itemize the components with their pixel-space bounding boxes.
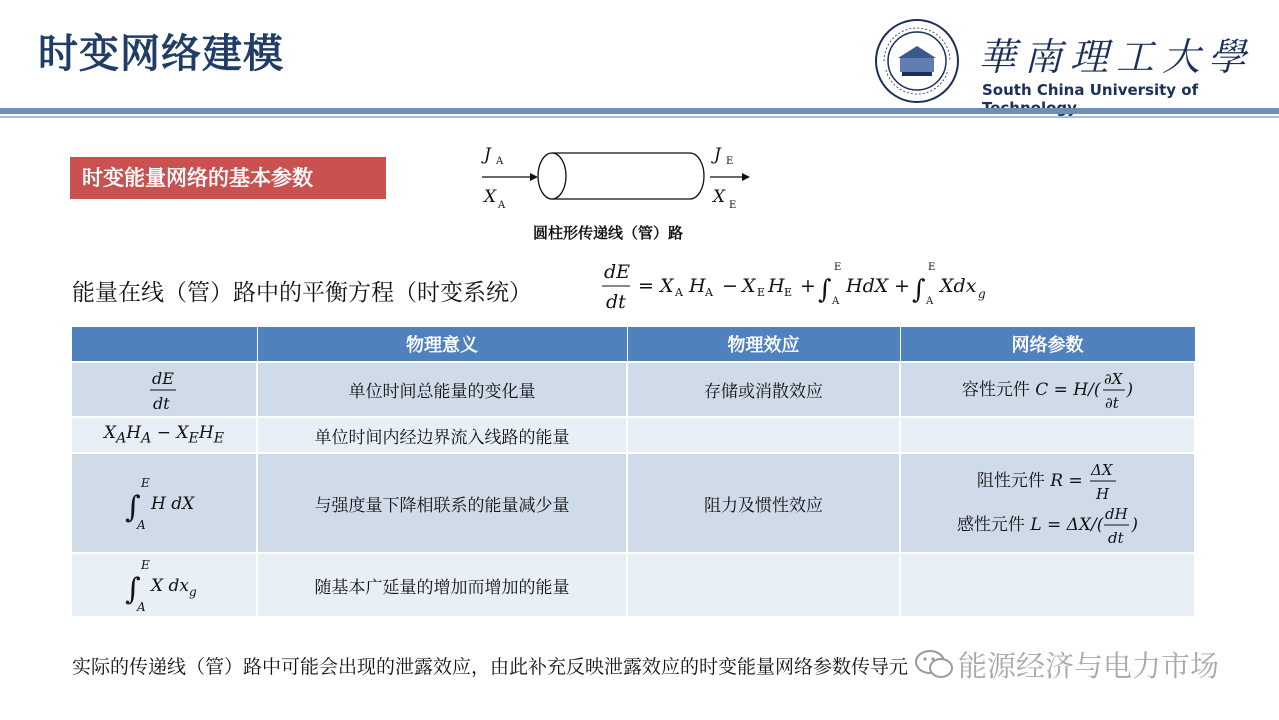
row-formula (71, 362, 257, 417)
svg-text:=: = (638, 275, 654, 297)
header-divider-thin (0, 116, 1279, 118)
svg-text:+: + (800, 275, 816, 297)
svg-text:HdX: HdX (846, 275, 889, 297)
svg-text:dE: dE (152, 368, 174, 388)
university-name-english: South China University of (982, 81, 1199, 99)
footer-note: 实际的传递线（管）路中可能会出现的泄露效应，由此补充反映泄露效应的时变能量网络参数传导元 (72, 656, 909, 678)
equation-label: 能量在线（管）路中的平衡方程（时变系统） (72, 280, 532, 306)
svg-text:g: g (978, 287, 986, 301)
svg-text:g: g (189, 585, 197, 599)
header-parameter: 网络参数 (900, 327, 1195, 363)
svg-text:X: X (742, 275, 756, 297)
watermark: 能源经济与电力市场 (958, 649, 1220, 683)
page-title: 时变网络建模 (38, 31, 284, 77)
svg-text:∂t: ∂t (1104, 393, 1119, 412)
row-effect: 阻力及惯性效应 (627, 453, 900, 553)
svg-text:E: E (834, 262, 842, 273)
svg-text:dt: dt (153, 393, 170, 413)
header-effect: 物理效应 (627, 327, 900, 363)
row-effect (627, 553, 900, 617)
svg-text:E: E (729, 200, 737, 211)
svg-text:A: A (705, 286, 713, 299)
svg-text:−: − (722, 275, 738, 297)
row-effect: 存储或消散效应 (627, 362, 900, 417)
svg-text:∂X: ∂X (1103, 369, 1122, 388)
row-meaning: 与强度量下降相联系的能量减少量 (257, 453, 627, 553)
svg-text:∫: ∫ (818, 275, 832, 305)
svg-text:H: H (1096, 485, 1110, 503)
university-name-chinese: 華南理工大學 (978, 35, 1255, 79)
header-meaning: 物理意义 (257, 327, 627, 363)
parameter-table (70, 326, 1196, 618)
row-effect (627, 417, 900, 453)
svg-text:E: E (141, 476, 150, 490)
row-formula (71, 553, 257, 617)
row-formula: $X_AH_A - X_EH_E$ (71, 417, 257, 453)
balance-equation (598, 258, 1028, 318)
svg-text:E: E (141, 558, 150, 572)
row-parameter (900, 553, 1195, 617)
row-meaning: 单位时间内经边界流入线路的能量 (257, 417, 627, 453)
svg-text:X dx: X dx (151, 576, 189, 596)
row-formula (71, 453, 257, 553)
diagram-caption: 圆柱形传递线（管）路 (533, 224, 684, 242)
svg-text:Xdx: Xdx (940, 275, 977, 297)
svg-text:dH: dH (1105, 505, 1129, 523)
pipe-diagram (470, 140, 770, 220)
table-row (71, 362, 1195, 417)
svg-text:dt: dt (1108, 529, 1125, 547)
svg-text:A: A (137, 600, 146, 614)
svg-text:∫: ∫ (912, 275, 926, 305)
svg-text:A: A (137, 518, 146, 532)
row-meaning: 随基本广延量的增加而增加的能量 (257, 553, 627, 617)
svg-text:dt: dt (606, 291, 626, 313)
svg-text:E: E (757, 286, 766, 299)
header-formula (71, 327, 257, 363)
svg-text:H: H (768, 275, 785, 297)
svg-text:∫: ∫ (125, 490, 141, 525)
input-flow-label: J (484, 145, 491, 165)
svg-text:A: A (926, 296, 934, 307)
svg-text:H dX: H dX (151, 494, 195, 514)
svg-text:∫: ∫ (125, 572, 141, 607)
section-label: 时变能量网络的基本参数 (70, 157, 386, 199)
svg-text:E: E (726, 156, 734, 167)
row-parameter: 阻性元件 R = ΔX H 感性元件 L = ΔX/( dH dt ) (900, 453, 1195, 553)
output-potential-label: X (713, 187, 726, 207)
svg-text:dE: dE (604, 261, 631, 283)
input-potential-label: X (484, 187, 497, 207)
svg-text:X: X (660, 275, 674, 297)
row-meaning: 单位时间总能量的变化量 (257, 362, 627, 417)
table-header-row (71, 327, 1195, 363)
row-parameter: 容性元件 C = H/( ∂X ∂t ) (900, 362, 1195, 417)
header-divider (0, 108, 1279, 114)
wechat-icon (914, 648, 954, 680)
svg-text:E: E (928, 262, 936, 273)
svg-text:ΔX: ΔX (1091, 461, 1113, 479)
svg-text:E: E (784, 286, 793, 299)
svg-text:A: A (832, 296, 840, 307)
svg-text:+: + (894, 275, 910, 297)
svg-text:A: A (498, 200, 506, 211)
table-row (71, 453, 1195, 553)
svg-text:H: H (689, 275, 706, 297)
table-row (71, 417, 1195, 453)
table-row (71, 553, 1195, 617)
svg-text:A: A (675, 286, 683, 299)
svg-text:A: A (496, 156, 504, 167)
output-flow-label: J (714, 145, 721, 165)
university-seal-logo (874, 18, 960, 104)
row-parameter (900, 417, 1195, 453)
